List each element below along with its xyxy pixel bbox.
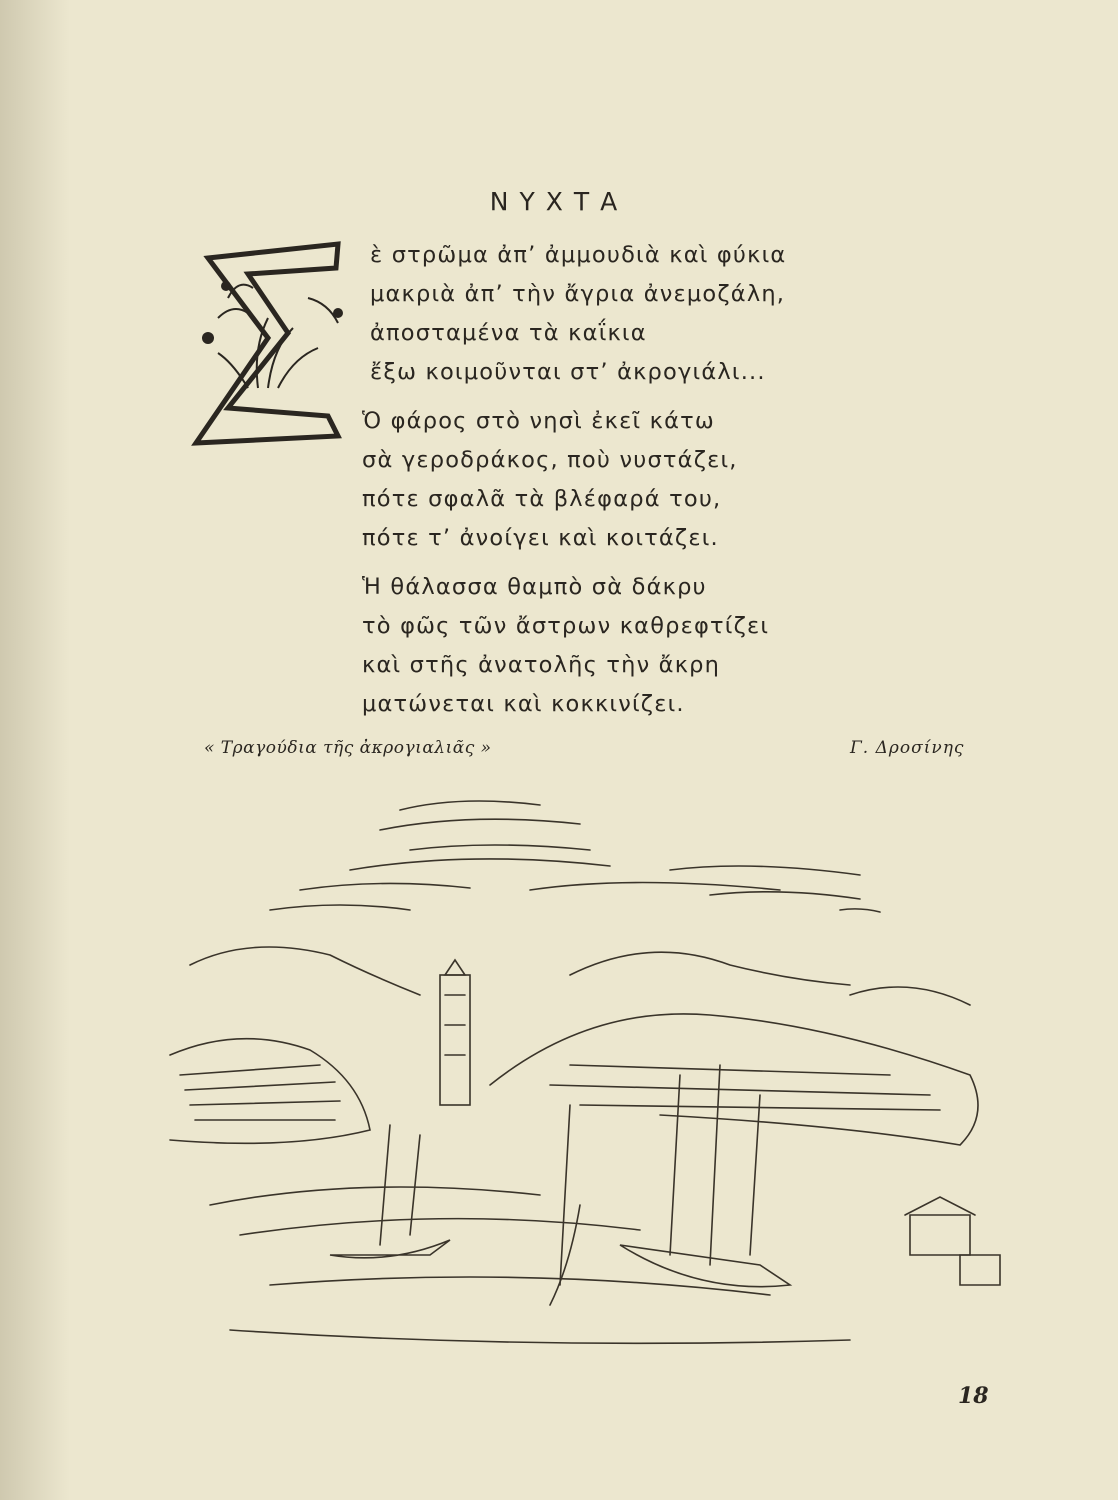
verse-line: Ὁ φάρος στὸ νησὶ ἐκεῖ κάτω xyxy=(362,408,715,434)
decorative-initial-sigma xyxy=(188,238,350,448)
verse-line: πότε τ’ ἀνοίγει καὶ κοιτάζει. xyxy=(362,525,719,551)
verse-line: ἀποσταμένα τὰ καΐκια xyxy=(370,320,647,346)
verse-line: ματώνεται καὶ κοκκινίζει. xyxy=(362,691,685,717)
verse-line: Ἡ θάλασσα θαμπὸ σὰ δάκρυ xyxy=(362,574,707,600)
verse-line: ὲ στρῶμα ἀπ’ ἀμμουδιὰ καὶ φύκια xyxy=(370,242,787,268)
stanza-1 xyxy=(370,236,786,392)
verse-line: τὸ φῶς τῶν ἄστρων καθρεφτίζει xyxy=(362,613,770,639)
poem-source: « Τραγούδια τῆς ἀκρογιαλιᾶς » xyxy=(204,738,492,758)
verse-line: καὶ στῆς ἀνατολῆς τὴν ἄκρη xyxy=(362,652,721,678)
page-gutter-shadow xyxy=(0,0,70,1500)
stanza-2 xyxy=(362,402,738,558)
initial-letter-text: Σ xyxy=(268,358,270,359)
page-number: 18 xyxy=(958,1383,989,1409)
verse-line: πότε σφαλᾶ τὰ βλέφαρά του, xyxy=(362,486,722,512)
verse-line: μακριὰ ἀπ’ τὴν ἄγρια ἀνεμοζάλη, xyxy=(370,281,786,307)
poem-author: Γ. Δροσίνης xyxy=(850,738,965,758)
verse-line: σὰ γεροδράκος, ποὺ νυστάζει, xyxy=(362,447,738,473)
verse-line: ἔξω κοιμοῦνται στ’ ἀκρογιάλι... xyxy=(370,359,766,385)
poem-title: ΝΥΧΤΑ xyxy=(489,186,629,216)
harbor-illustration xyxy=(150,785,1010,1375)
stanza-3 xyxy=(362,568,769,724)
